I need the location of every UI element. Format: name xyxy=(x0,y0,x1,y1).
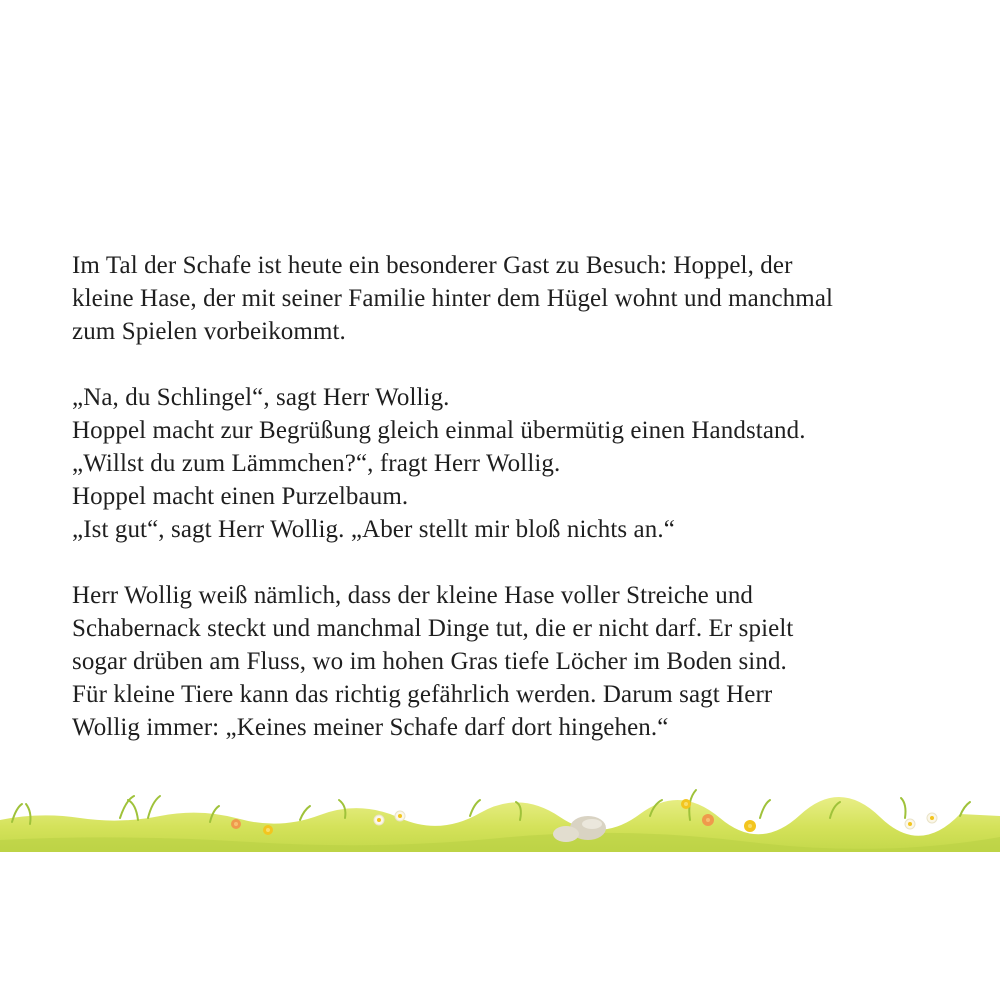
text-line: „Na, du Schlingel“, sagt Herr Wollig. xyxy=(72,384,450,411)
story-text xyxy=(72,249,972,777)
text-line: Im Tal der Schafe ist heute ein besonderer Gast zu Besuch: Hoppel, der xyxy=(72,252,793,279)
flower-yellow-icon xyxy=(744,820,756,832)
text-line: sogar drüben am Fluss, wo im hohen Gras tiefe Löcher im Boden sind. xyxy=(72,648,787,675)
text-line: kleine Hase, der mit seiner Familie hinter dem Hügel wohnt und manchmal xyxy=(72,285,834,312)
flower-orange-icon xyxy=(702,814,714,826)
text-line: „Ist gut“, sagt Herr Wollig. „Aber stellt mir bloß nichts an.“ xyxy=(72,516,675,543)
paragraph-2 xyxy=(72,381,972,546)
text-line: Für kleine Tiere kann das richtig gefährlich werden. Darum sagt Herr xyxy=(72,681,773,708)
flower-yellow-icon xyxy=(263,825,273,835)
flower-yellow-icon xyxy=(681,799,691,809)
text-line: Hoppel macht zur Begrüßung gleich einmal übermütig einen Handstand. xyxy=(72,417,806,444)
text-line: „Willst du zum Lämmchen?“, fragt Herr Wollig. xyxy=(72,450,561,477)
flower-white-icon xyxy=(927,813,937,823)
flower-white-icon xyxy=(395,811,405,821)
text-line: Schabernack steckt und manchmal Dinge tut, die er nicht darf. Er spielt xyxy=(72,615,794,642)
grass-strip xyxy=(0,782,1000,854)
paragraph-3 xyxy=(72,579,972,744)
meadow-illustration xyxy=(0,782,1000,854)
paragraph-1 xyxy=(72,249,972,348)
text-line: zum Spielen vorbeikommt. xyxy=(72,318,346,345)
text-line: Hoppel macht einen Purzelbaum. xyxy=(72,483,409,510)
flower-orange-icon xyxy=(231,819,241,829)
text-line: Wollig immer: „Keines meiner Schafe darf dort hingehen.“ xyxy=(72,714,669,741)
flower-white-icon xyxy=(905,819,915,829)
text-line: Herr Wollig weiß nämlich, dass der kleine Hase voller Streiche und xyxy=(72,582,754,609)
flower-white-icon xyxy=(374,815,384,825)
